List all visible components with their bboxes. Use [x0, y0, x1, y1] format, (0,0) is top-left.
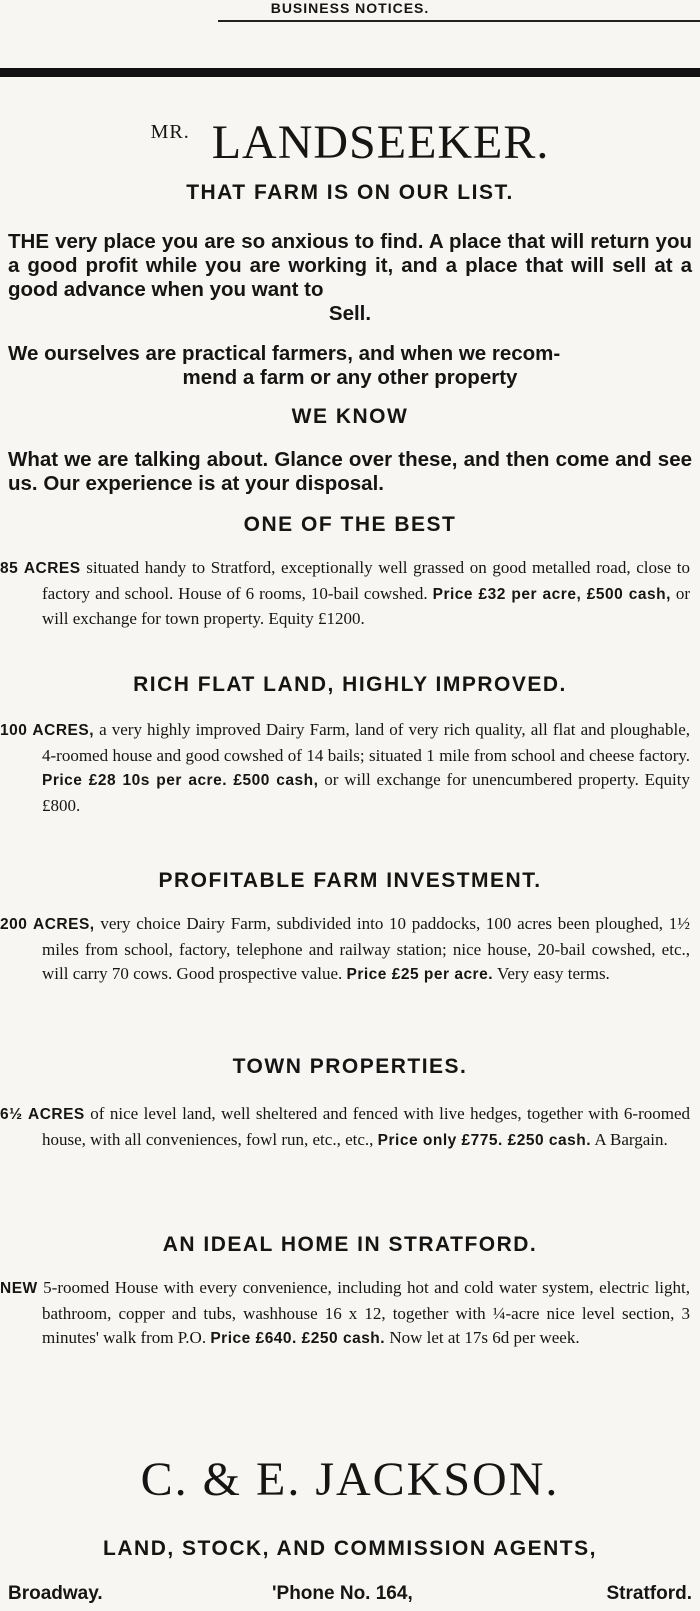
listing-3: [0, 912, 690, 988]
listing-5-body: 5-roomed House with every convenience, including hot and cold water system, electric light, bathroom, copper and tubs, washhouse 16 x 12, together with ¼-acre nice level section, 3 minutes' walk from P.O.: [42, 1278, 690, 1347]
intro-text: THE very place you are so anxious to find. A place that will return you a good profit while you are working it, and a place that will sell at a good advance when you want to: [8, 230, 692, 301]
listing-1-tail: or will exchange for town property. Equity £1200.: [42, 583, 691, 628]
listing-heading-1: ONE OF THE BEST: [243, 513, 457, 536]
practical-paragraph: [8, 342, 692, 390]
practical-text: We ourselves are practical farmers, and when we recom-: [8, 342, 561, 365]
listing-3-price: Price £25 per acre.: [346, 966, 494, 983]
footer-line: [8, 1582, 692, 1606]
listing-1-body: situated handy to Stratford, exceptionally well grassed on good metalled road, close to factory and school. House of 6 rooms, 10-bail cowshed.: [42, 558, 690, 603]
listing-heading-2: RICH FLAT LAND, HIGHLY IMPROVED.: [133, 673, 567, 696]
listing-heading-5: AN IDEAL HOME IN STRATFORD.: [162, 1233, 538, 1256]
listing-3-body: very choice Dairy Farm, subdivided into 10 paddocks, 100 acres been ploughed, 1½ miles from school, factory, telephone and railway station; nice house, 20-bail cowshed, etc., will carry 70 cows. Good prospective value.: [42, 914, 691, 983]
listing-5-tail: Now let at 17s 6d per week.: [389, 1328, 580, 1347]
listing-2-text: [0, 718, 690, 818]
listing-5: [0, 1276, 690, 1352]
listing-1-price: Price £32 per acre, £500 cash,: [432, 585, 671, 603]
header-rule-thick: [0, 68, 700, 77]
listing-4: [0, 1102, 690, 1153]
firm-tagline: LAND, STOCK, AND COMMISSION AGENTS,: [103, 1537, 597, 1560]
listing-heading-3: PROFITABLE FARM INVESTMENT.: [158, 869, 542, 892]
header-rule-thin: [218, 20, 700, 22]
listing-5-price: Price £640. £250 cash.: [210, 1330, 386, 1347]
listing-4-body: of nice level land, well sheltered and fenced with live hedges, together with 6-roomed house, with all conveniences, fowl run, etc., etc.,: [42, 1104, 690, 1149]
running-head: BUSINESS NOTICES.: [270, 0, 430, 16]
listing-4-text: [0, 1102, 690, 1153]
we-know-heading: WE KNOW: [291, 405, 409, 428]
listing-1-text: [0, 556, 690, 632]
listing-5-lead: NEW: [0, 1280, 38, 1297]
footer-phone: 'Phone No. 164,: [272, 1583, 413, 1604]
listing-2-lead: 100 ACRES,: [0, 722, 94, 739]
listing-2: [0, 718, 690, 818]
listing-1: [0, 556, 690, 632]
footer-right: Stratford.: [606, 1583, 692, 1604]
listing-3-text: [0, 912, 690, 988]
title-prefix: MR.: [150, 121, 190, 143]
listing-4-price: Price only £775. £250 cash.: [377, 1131, 592, 1149]
listing-2-tail: or will exchange for unencumbered property. Equity £800.: [42, 770, 691, 815]
listing-2-body: a very highly improved Dairy Farm, land of very rich quality, all flat and ploughable, 4-roomed house and good cowshed of 14 bails; situated 1 mile from school and cheese factory.: [42, 720, 690, 765]
listing-2-price: Price £28 10s per acre. £500 cash,: [42, 772, 319, 789]
listing-4-lead: 6½ ACRES: [0, 1106, 85, 1123]
listing-5-text: [0, 1276, 690, 1352]
tagline: THAT FARM IS ON OUR LIST.: [186, 181, 514, 204]
title-name: LANDSEEKER.: [211, 116, 550, 169]
glance-paragraph: What we are talking about. Glance over these, and then come and see us. Our experience is at your disposal.: [8, 448, 692, 495]
intro-last-line: Sell.: [328, 302, 372, 325]
main-title: [0, 104, 700, 171]
firm-name: C. & E. JACKSON.: [140, 1453, 560, 1506]
listing-3-lead: 200 ACRES,: [0, 916, 95, 933]
listing-4-tail: A Bargain.: [594, 1129, 668, 1149]
intro-paragraph: [8, 230, 692, 326]
footer-left: Broadway.: [8, 1583, 103, 1604]
listing-1-lead: 85 ACRES: [0, 560, 81, 577]
listing-3-tail: Very easy terms.: [496, 964, 610, 983]
listing-heading-4: TOWN PROPERTIES.: [232, 1055, 468, 1078]
practical-last-line: mend a farm or any other property: [182, 366, 518, 389]
